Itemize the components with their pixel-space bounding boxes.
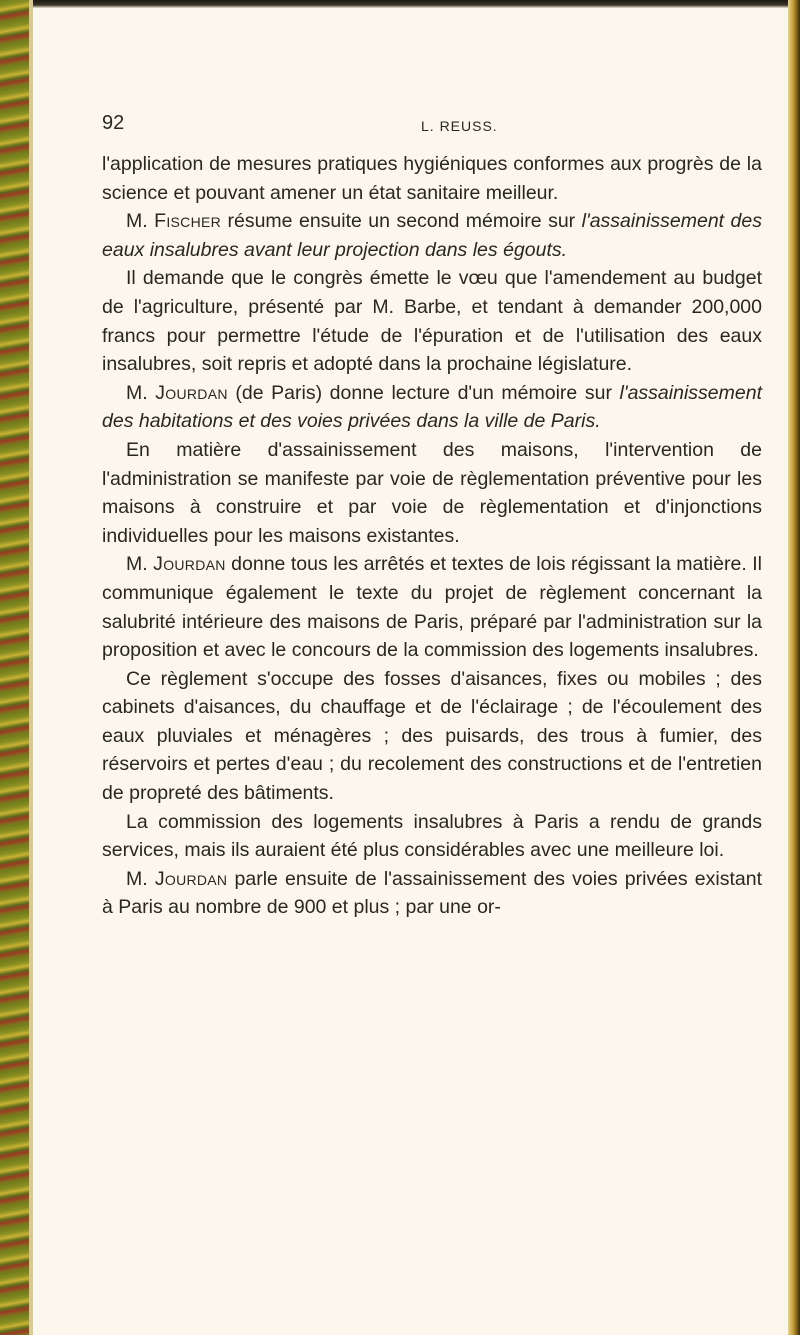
italic-title: l'assainissement des eaux insalubres avant leur projection dans les égouts. bbox=[102, 210, 762, 261]
paragraph bbox=[102, 379, 762, 436]
text-run: M. bbox=[126, 867, 155, 890]
text-run: parle ensuite de l'assainissement des voies privées existant à Paris au nombre de 900 et plus ; par une or- bbox=[102, 867, 762, 919]
page-number: 92 bbox=[102, 112, 125, 134]
page-header bbox=[102, 112, 760, 142]
page-top-edge bbox=[33, 0, 788, 8]
author-name: Jourdan bbox=[153, 553, 226, 576]
text-run: (de Paris) donne lecture d'un mémoire sur bbox=[227, 381, 620, 404]
paragraph bbox=[102, 808, 762, 865]
running-head: L. REUSS. bbox=[421, 118, 498, 134]
text-run: En matière d'assainissement des maisons, l'intervention de l'administration se manifeste par voie de règlementation préventive pour les maisons à construire et par voie de règlementation et d'injonctions individuelles pour les maisons existantes. bbox=[102, 438, 762, 547]
paragraph bbox=[102, 665, 762, 808]
text-run: donne tous les arrêtés et textes de lois régissant la matière. Il communique également le texte du projet de règlement concernant la salubrité intérieure des maisons de Paris, préparé par l'administration sur la proposition et avec le concours de la commission des logements insalubres. bbox=[102, 553, 762, 662]
text-run: M. bbox=[126, 210, 155, 233]
text-run: Ce règlement s'occupe des fosses d'aisances, fixes ou mobiles ; des cabinets d'aisances, du chauffage et de l'éclairage ; de l'écoulement des eaux pluviales et ménagères ; des puisards, des trous à fumier, des réservoirs et pertes d'eau ; du recolement des constructions et de l'entretien de propreté des bâtiments. bbox=[102, 667, 762, 805]
paragraph bbox=[102, 264, 762, 378]
author-name: Fischer bbox=[154, 210, 222, 233]
text-run: M. bbox=[126, 553, 154, 576]
author-name: Jourdan bbox=[154, 867, 228, 890]
text-run: résume ensuite un second mémoire sur bbox=[221, 210, 582, 233]
paragraph bbox=[102, 436, 762, 550]
paragraph bbox=[102, 865, 762, 922]
text-run: M. bbox=[126, 381, 156, 404]
book-edge-right-decoration bbox=[788, 0, 800, 1335]
text-run: Il demande que le congrès émette le vœu que l'amendement au budget de l'agriculture, présenté par M. Barbe, et tendant à demander 200,000 francs pour permettre l'étude de l'épuration et de l'utilisation des eaux insalubres, soit repris et adopté dans la prochaine législature. bbox=[102, 267, 762, 376]
paragraph bbox=[102, 207, 762, 264]
paragraph bbox=[102, 150, 762, 207]
author-name: Jourdan bbox=[155, 381, 228, 404]
text-run: l'application de mesures pratiques hygiéniques conformes aux progrès de la science et pouvant amener un état sanitaire meilleur. bbox=[102, 153, 762, 204]
book-spine-left-decoration bbox=[0, 0, 33, 1335]
paragraph bbox=[102, 550, 762, 664]
body-text bbox=[102, 150, 762, 922]
text-run: La commission des logements insalubres à Paris a rendu de grands services, mais ils auraient été plus considérables avec une meilleure loi. bbox=[102, 810, 762, 862]
italic-title: l'assainissement des habitations et des voies privées dans la ville de Paris. bbox=[102, 381, 762, 433]
